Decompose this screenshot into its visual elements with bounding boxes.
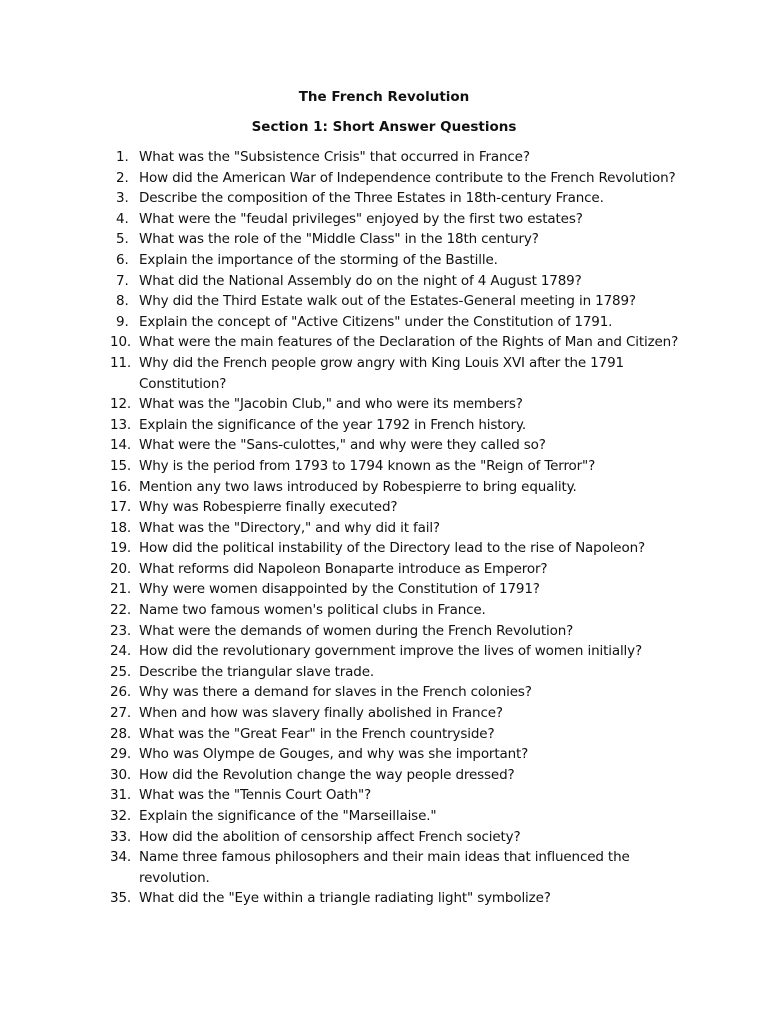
question-number: 20. [110,560,132,577]
question-item [110,497,690,518]
question-number: 5. [116,231,129,248]
question-number: 1. [116,149,129,165]
question-item [110,847,690,888]
question-number: 29. [110,746,132,763]
question-number: 4. [116,210,129,227]
question-number: 11. [110,354,132,371]
question-item [110,312,690,333]
question-number: 18. [110,519,132,536]
question-text: How did the Revolution change the way people dressed? [139,766,515,783]
question-number: 13. [110,416,132,433]
question-text: Why is the period from 1793 to 1794 known as the "Reign of Terror"? [139,457,596,474]
question-text: What was the "Tennis Court Oath"? [139,787,372,804]
question-text: Explain the significance of the "Marseillaise." [139,808,437,824]
question-item [110,477,690,498]
question-item [110,250,690,271]
question-text: Why were women disappointed by the Constitution of 1791? [139,581,540,598]
question-number: 6. [116,251,129,268]
question-number: 15. [110,457,132,474]
question-text: Name three famous philosophers and their main ideas that influenced the revolution. [139,849,630,886]
question-text: What was the "Directory," and why did it fail? [139,519,440,536]
question-text: Describe the composition of the Three Estates in 18th-century France. [139,190,604,207]
question-item [110,765,690,786]
question-text: What was the "Jacobin Club," and who were its members? [139,396,523,413]
question-item [110,827,690,848]
question-number: 7. [116,272,129,289]
question-item [110,559,690,580]
question-item [110,394,690,415]
question-text: When and how was slavery finally abolished in France? [139,705,503,722]
question-number: 14. [110,437,132,454]
question-text: Name two famous women's political clubs in France. [139,602,486,619]
question-item [110,291,690,312]
question-item [110,682,690,703]
question-list [110,147,690,909]
question-item [110,332,690,353]
question-item [110,271,690,292]
question-number: 8. [116,293,129,310]
question-item [110,724,690,745]
question-item [110,785,690,806]
question-number: 16. [110,478,132,495]
question-text: How did the abolition of censorship affect French society? [139,828,521,845]
question-item [110,888,690,909]
question-item [110,744,690,765]
question-number: 32. [110,808,132,824]
question-text: How did the American War of Independence contribute to the French Revolution? [139,169,676,186]
question-text: Who was Olympe de Gouges, and why was she important? [139,746,529,763]
question-item [110,415,690,436]
question-text: Explain the importance of the storming of the Bastille. [139,251,498,268]
question-text: What was the "Great Fear" in the French countryside? [139,725,495,742]
question-item [110,168,690,189]
question-number: 3. [116,190,129,207]
question-item [110,435,690,456]
question-item [110,209,690,230]
question-number: 9. [116,313,129,330]
question-number: 22. [110,602,132,619]
question-number: 31. [110,787,132,804]
question-number: 19. [110,540,132,557]
question-number: 17. [110,499,132,516]
question-item [110,229,690,250]
question-item [110,538,690,559]
question-text: What did the National Assembly do on the night of 4 August 1789? [139,272,582,289]
question-number: 35. [110,890,132,907]
question-number: 33. [110,828,132,845]
question-item [110,456,690,477]
question-text: What reforms did Napoleon Bonaparte introduce as Emperor? [139,560,548,577]
section-title: Section 1: Short Answer Questions [251,119,517,135]
question-text: How did the political instability of the Directory lead to the rise of Napoleon? [139,540,645,557]
question-number: 34. [110,849,132,866]
question-item [110,641,690,662]
question-number: 25. [110,663,132,680]
question-number: 21. [110,581,132,598]
question-text: Why was Robespierre finally executed? [139,499,398,516]
question-number: 12. [110,396,132,413]
question-item [110,703,690,724]
document-title: The French Revolution [298,89,470,105]
question-text: How did the revolutionary government improve the lives of women initially? [139,643,643,660]
question-item [110,600,690,621]
question-number: 26. [110,684,132,701]
question-text: What was the "Subsistence Crisis" that occurred in France? [139,149,530,165]
question-item [110,147,690,168]
question-number: 30. [110,766,132,783]
question-text: What were the main features of the Declaration of the Rights of Man and Citizen? [139,334,679,351]
question-text: Explain the concept of "Active Citizens" under the Constitution of 1791. [139,313,613,330]
question-item [110,188,690,209]
question-number: 24. [110,643,132,660]
question-item [110,662,690,683]
question-item [110,518,690,539]
question-text: What was the role of the "Middle Class" in the 18th century? [139,231,539,248]
question-text: Describe the triangular slave trade. [139,663,375,680]
question-text: Why was there a demand for slaves in the French colonies? [139,684,532,701]
question-text: What were the demands of women during the French Revolution? [139,622,574,639]
question-text: What were the "feudal privileges" enjoyed by the first two estates? [139,210,583,227]
question-text: What did the "Eye within a triangle radiating light" symbolize? [139,890,551,907]
question-number: 10. [110,334,132,351]
question-text: Mention any two laws introduced by Robespierre to bring equality. [139,478,577,495]
question-item [110,806,690,827]
question-number: 27. [110,705,132,722]
question-text: What were the "Sans-culottes," and why were they called so? [139,437,546,454]
question-number: 23. [110,622,132,639]
question-text: Why did the French people grow angry with King Louis XVI after the 1791 Constitution? [139,354,624,392]
question-number: 2. [116,169,129,186]
question-text: Explain the significance of the year 1792 in French history. [139,416,526,433]
question-item [110,353,690,394]
question-item [110,579,690,600]
question-text: Why did the Third Estate walk out of the Estates-General meeting in 1789? [139,293,636,310]
question-item [110,621,690,642]
question-number: 28. [110,725,132,742]
